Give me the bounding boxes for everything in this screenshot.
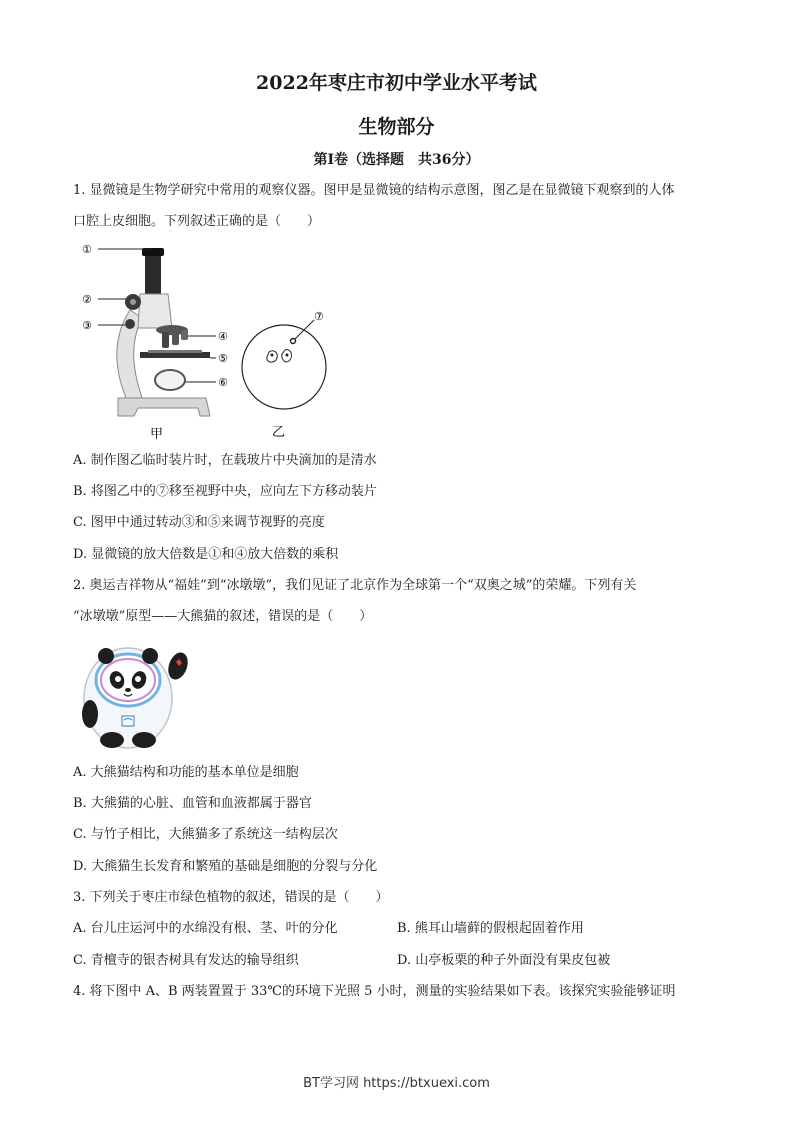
caption-yi: 乙 — [272, 425, 286, 440]
q2-option-a: A. 大熊猫结构和功能的基本单位是细胞 — [73, 765, 299, 780]
q1-option-b: B. 将图乙中的⑦移至视野中央，应向左下方移动装片 — [73, 484, 377, 499]
cell-view-figure — [236, 302, 336, 442]
exam-subtitle: 生物部分 — [358, 116, 435, 138]
section-heading: 第Ⅰ卷（选择题 共36分） — [313, 152, 480, 168]
footer-watermark[interactable]: BT学习网 https://btxuexi.com — [303, 1076, 490, 1091]
q3-option-d: D. 山亭板栗的种子外面没有果皮包被 — [397, 953, 611, 968]
q1-stem-line2: 口腔上皮细胞。下列叙述正确的是（ ） — [73, 214, 321, 229]
q2-option-d: D. 大熊猫生长发育和繁殖的基础是细胞的分裂与分化 — [73, 859, 378, 874]
label-3: ③ — [82, 319, 92, 332]
exam-title: 2022年枣庄市初中学业水平考试 — [256, 72, 537, 94]
q1-stem-line1: 1. 显微镜是生物学研究中常用的观察仪器。图甲是显微镜的结构示意图，图乙是在显微镜下观察到的人体 — [73, 183, 675, 198]
label-2: ② — [82, 293, 92, 306]
q2-stem-line2: “冰墩墩”原型——大熊猫的叙述，错误的是（ ） — [73, 609, 373, 624]
q1-option-c: C. 图甲中通过转动③和⑤来调节视野的亮度 — [73, 515, 325, 530]
label-7: ⑦ — [314, 310, 324, 323]
label-4: ④ — [218, 330, 228, 343]
q3-option-b: B. 熊耳山墙藓的假根起固着作用 — [397, 921, 584, 936]
label-6: ⑥ — [218, 376, 228, 389]
label-1: ① — [82, 243, 92, 256]
label-5: ⑤ — [218, 352, 228, 365]
q2-option-b: B. 大熊猫的心脏、血管和血液都属于器官 — [73, 796, 312, 811]
caption-jia: 甲 — [150, 427, 164, 442]
q3-option-c: C. 青檀寺的银杏树具有发达的输导组织 — [73, 953, 299, 968]
q4-stem: 4. 将下图中 A、B 两装置置于 33℃的环境下光照 5 小时，测量的实验结果如下表。该探究实验能够证明 — [73, 984, 676, 999]
q1-option-a: A. 制作图乙临时装片时，在载玻片中央滴加的是清水 — [73, 453, 377, 468]
q2-option-c: C. 与竹子相比，大熊猫多了系统这一结构层次 — [73, 827, 338, 842]
q3-option-a: A. 台儿庄运河中的水绵没有根、茎、叶的分化 — [73, 921, 338, 936]
q1-option-d: D. 显微镜的放大倍数是①和④放大倍数的乘积 — [73, 547, 339, 562]
q2-stem-line1: 2. 奥运吉祥物从“福娃”到“冰墩墩”，我们见证了北京作为全球第一个“双奥之城”的荣耀。下列有关 — [73, 578, 637, 593]
microscope-figure — [78, 238, 258, 444]
mascot-image — [70, 636, 194, 752]
q3-stem: 3. 下列关于枣庄市绿色植物的叙述，错误的是（ ） — [73, 890, 389, 905]
